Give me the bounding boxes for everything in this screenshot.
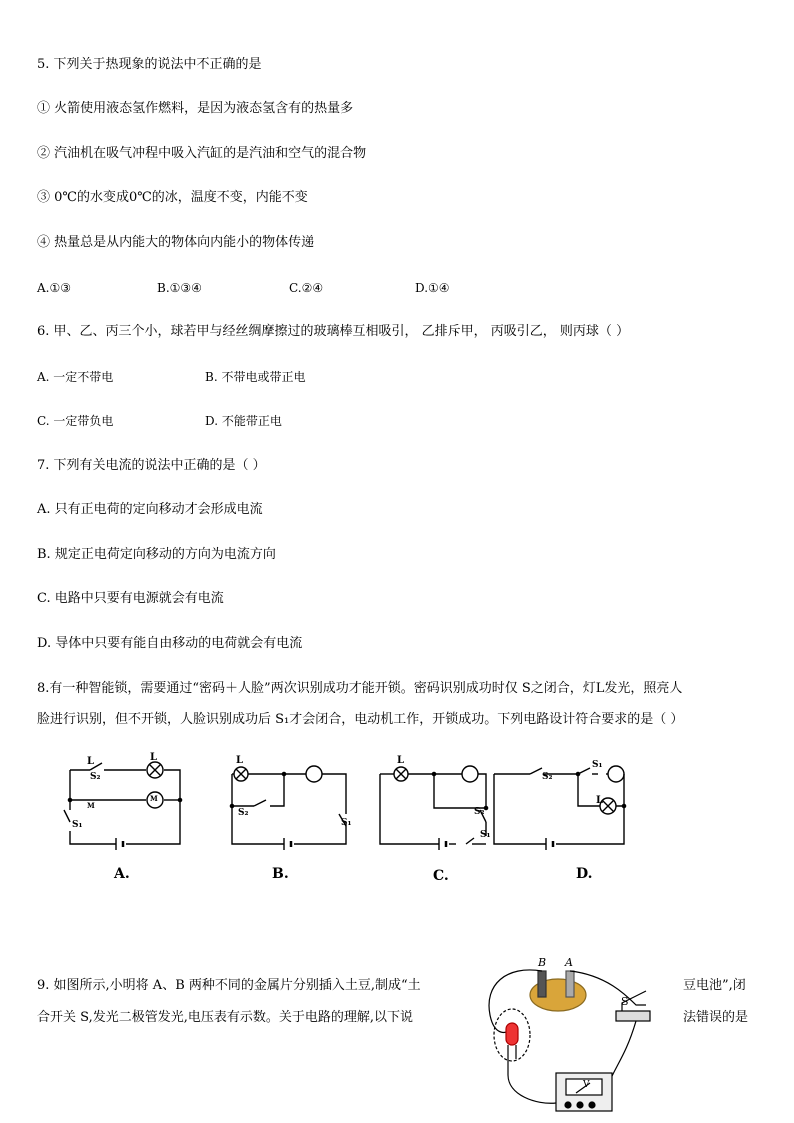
q6-option-a: A. 一定不带电 bbox=[37, 370, 114, 384]
potato-battery-figure bbox=[476, 955, 676, 1123]
q8d-s2-label: S₂ bbox=[542, 772, 553, 782]
q8-stem-line1: 8.有一种智能锁，需要通过“密码＋人脸”两次识别成功才能开锁。密码识别成功时仅 S之闭合，灯L发光，照亮人 bbox=[37, 681, 683, 696]
q7-option-a: A. 只有正电荷的定向移动才会形成电流 bbox=[37, 502, 263, 517]
q9-text-left-2: 合开关 S,发光二极管发光,电压表有示数。关于电路的理解,以下说 bbox=[37, 1010, 413, 1025]
circuit-diagram-d bbox=[486, 748, 636, 858]
q8a-lamp-label-2: L bbox=[150, 752, 158, 763]
q6-option-b: B. 不带电或带正电 bbox=[205, 370, 306, 384]
q8c-s2-label: S₂ bbox=[474, 807, 485, 817]
q7-option-c: C. 电路中只要有电源就会有电流 bbox=[37, 591, 224, 606]
q7-option-b: B. 规定正电荷定向移动的方向为电流方向 bbox=[37, 547, 276, 562]
q8-figure-b-label: B. bbox=[272, 866, 289, 882]
q8a-motor-label-2: M bbox=[150, 794, 158, 803]
switch-base-icon bbox=[616, 1011, 650, 1021]
circuit-diagram-a bbox=[60, 748, 190, 858]
q9-text-right-2: 法错误的是 bbox=[683, 1010, 749, 1025]
q9-plate-a-label: A bbox=[565, 956, 573, 969]
q8d-lamp-label: L bbox=[596, 795, 604, 806]
q6-stem: 6. 甲、乙、丙三个小，球若甲与经丝绸摩擦过的玻璃棒互相吸引， 乙排斥甲， 丙吸引乙， 则丙球（ ） bbox=[37, 324, 630, 339]
q9-plate-b-label: B bbox=[538, 956, 547, 969]
q8c-lamp-label: L bbox=[397, 755, 405, 766]
q8-stem-line2: 脸进行识别，但不开锁，人脸识别成功后 S₁才会闭合，电动机工作，开锁成功。下列电路设计符合要求的是（ ） bbox=[37, 712, 684, 727]
q7-stem: 7. 下列有关电流的说法中正确的是（ ） bbox=[37, 458, 266, 473]
q8-figure-a-label: A. bbox=[114, 866, 130, 882]
q8a-motor-label: M bbox=[87, 801, 95, 810]
q9-voltmeter-label: V bbox=[583, 1080, 590, 1090]
q5-item-1: ① 火箭使用液态氢作燃料，是因为液态氢含有的热量多 bbox=[37, 101, 354, 116]
circuit-diagram-b bbox=[224, 748, 354, 858]
q5-option-d: D.①④ bbox=[415, 281, 450, 295]
circuit-diagram-c bbox=[374, 748, 504, 858]
q9-text-left-1: 9. 如图所示,小明将 A、B 两种不同的金属片分别插入土豆,制成“土 bbox=[37, 978, 421, 993]
q8b-s2-label: S₂ bbox=[238, 808, 249, 818]
q9-switch-label: S bbox=[621, 995, 629, 1008]
metal-plate-a-icon bbox=[566, 971, 574, 997]
q8c-s1-label: S₁ bbox=[480, 830, 491, 840]
led-icon bbox=[506, 1023, 518, 1045]
q5-item-2: ② 汽油机在吸气冲程中吸入汽缸的是汽油和空气的混合物 bbox=[37, 146, 367, 161]
q6-option-c: C. 一定带负电 bbox=[37, 414, 114, 428]
q5-option-c: C.②④ bbox=[289, 281, 324, 295]
q5-item-4: ④ 热量总是从内能大的物体向内能小的物体传递 bbox=[37, 235, 315, 250]
q8b-s1-label: S₁ bbox=[341, 818, 352, 828]
q5-option-a: A.①③ bbox=[37, 281, 71, 295]
q8-figure-c-label: C. bbox=[433, 868, 449, 884]
q5-item-3: ③ 0℃的水变成0℃的冰，温度不变，内能不变 bbox=[37, 190, 308, 205]
metal-plate-b-icon bbox=[538, 971, 546, 997]
q5-option-b: B.①③④ bbox=[157, 281, 202, 295]
q8a-s2-label: S₂ bbox=[90, 772, 101, 782]
q6-option-d: D. 不能带正电 bbox=[205, 414, 282, 428]
q8a-s1-label: S₁ bbox=[72, 820, 83, 830]
q8d-s1-label: S₁ bbox=[592, 760, 603, 770]
q9-text-right-1: 豆电池”,闭 bbox=[683, 978, 746, 993]
q7-option-d: D. 导体中只要有能自由移动的电荷就会有电流 bbox=[37, 636, 303, 651]
q8a-lamp-label: L bbox=[87, 756, 95, 767]
q8-figure-d-label: D. bbox=[576, 866, 593, 882]
q8b-lamp-label: L bbox=[236, 755, 244, 766]
q5-stem: 5. 下列关于热现象的说法中不正确的是 bbox=[37, 57, 262, 72]
